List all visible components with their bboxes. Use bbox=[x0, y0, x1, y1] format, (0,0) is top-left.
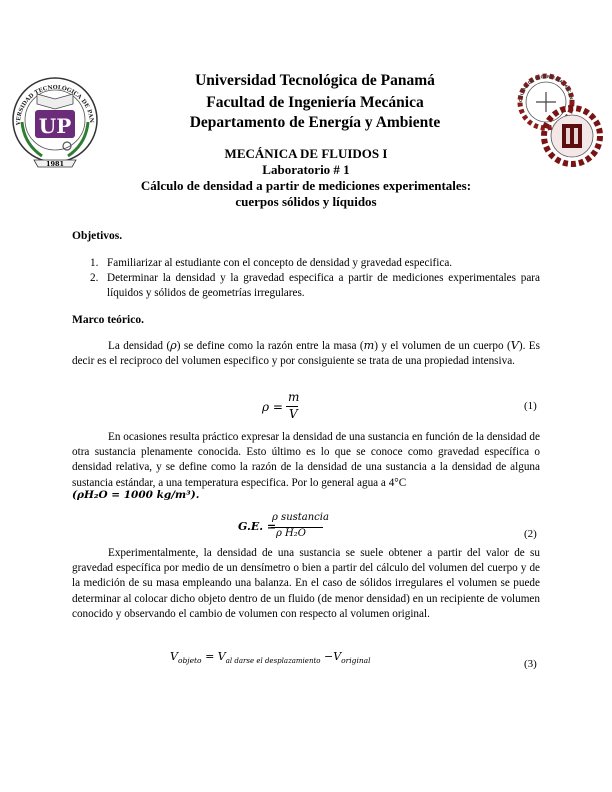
objective-text: Familiarizar al estudiante con el concepto de densidad y gravedad especifica. bbox=[107, 257, 453, 269]
fim-ring-text: CULTAD DE INGENIERÍA MECÁNI bbox=[517, 73, 574, 103]
utp-seal-icon bbox=[10, 72, 100, 170]
utp-logo bbox=[10, 72, 100, 170]
objective-text: Determinar la densidad y la gravedad especifica a partir de mediciones experimentales para líquidos y sólidos de geometrías irregulares. bbox=[107, 272, 540, 300]
department-name: Departamento de Energía y Ambiente bbox=[189, 114, 441, 131]
utp-logo-text: UP bbox=[38, 114, 72, 138]
faculty-name: Facultad de Ingeniería Mecánica bbox=[206, 94, 424, 111]
water-density-expression: (ρH₂O = 1000 kg/m³). bbox=[72, 489, 200, 501]
course-title: MECÁNICA DE FLUIDOS I bbox=[224, 146, 388, 161]
objective-item bbox=[90, 256, 540, 271]
gear-emblem-icon bbox=[508, 68, 608, 168]
equation-2-number: (2) bbox=[524, 528, 537, 540]
lab-topic-line2: cuerpos sólidos y líquidos bbox=[235, 194, 377, 209]
equation-3: $V_{objeto} = V_{al darse el desplazamiento} -V_{original}$ bbox=[170, 650, 371, 666]
utp-year: 1981 bbox=[45, 160, 65, 168]
theory-paragraph-3: Experimentalmente, la densidad de una sustancia se suele obtener a partir del valor de su gravedad específica por medio de un densímetro o bien a partir del cálculo del volumen del cuerpo y de la medición de su masa empleando una balanza. En el caso de sólidos irregulares el volumen se puede determinar al colocar dicho objeto dentro de un fluido (de menor densidad) en un recipiente de volumen conocido y observando el cambio de volumen con respecto al volumen original. bbox=[72, 547, 540, 620]
equation-1-number: (1) bbox=[524, 400, 537, 412]
university-name: Universidad Tecnológica de Panamá bbox=[195, 72, 435, 89]
theory-heading: Marco teórico. bbox=[72, 314, 144, 326]
objective-number: 2. bbox=[90, 272, 99, 285]
objective-number: 1. bbox=[90, 257, 99, 269]
utp-ring-text: VERSIDAD TECNOLÓGICA DE PAN bbox=[15, 84, 95, 126]
theory-paragraph-1: La densidad (ρ) se define como la razón entre la masa (m) y el volumen de un cuerpo (V). Es decir es el reciproco del volumen especifico y por consiguiente se trata de una propiedad intensiva. bbox=[72, 339, 540, 368]
lab-number: Laboratorio # 1 bbox=[262, 162, 350, 177]
objectives-heading: Objetivos. bbox=[72, 230, 123, 242]
fim-logo bbox=[508, 68, 608, 168]
equation-3-number: (3) bbox=[524, 658, 537, 670]
theory-paragraph-2: En ocasiones resulta práctico expresar la densidad de una sustancia en función de la densidad de otra sustancia plenamente conocida. Esto último es lo que se conoce como gravedad específica o densidad relativa, y se define como la razón de la densidad de una sustancia a la densidad de alguna sustancia estándar, a una temperatura especifica. Por lo general agua a 4°C bbox=[72, 431, 540, 489]
objective-item bbox=[90, 271, 540, 301]
objectives-list bbox=[90, 256, 540, 302]
lab-topic-line1: Cálculo de densidad a partir de mediciones experimentales: bbox=[140, 178, 472, 193]
